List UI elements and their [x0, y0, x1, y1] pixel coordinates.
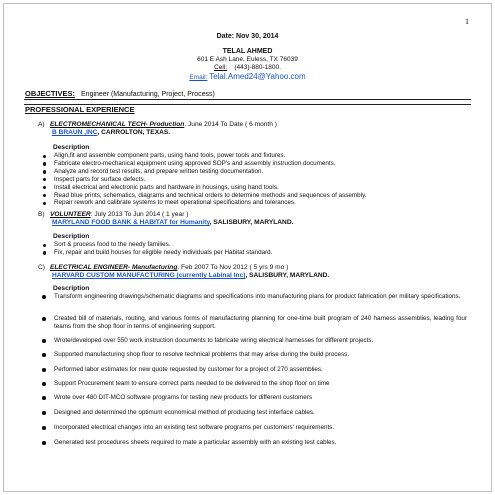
list-item: Transform engineering drawings/schematic diagrams and specifications into manufacturing plans for product fabrication per military specifications.: [40, 293, 467, 301]
bullet-icon: [42, 339, 46, 343]
job-title: VOLUNTEER: [50, 211, 91, 218]
job-b-duties: [40, 241, 272, 257]
job-c-description-heading: Description: [53, 285, 90, 292]
applicant-email: [0, 72, 495, 81]
list-item: Generated test procedures sheets required to mate a particular assembly with an existing test cables.: [40, 439, 467, 447]
job-a-title-line: [38, 121, 277, 128]
list-item: Install electrical and electronic parts and hardware in housings, using hand tools.: [40, 184, 366, 192]
email-label: Email:: [189, 74, 208, 81]
company-location: , SALISBURY, MARYLAND.: [209, 219, 294, 226]
bullet-icon: [43, 186, 46, 189]
bullet-icon: [42, 295, 46, 299]
phone-value: (443)-880-1800.: [234, 64, 281, 71]
bullet-icon: [43, 202, 46, 205]
page-number: 1: [465, 17, 469, 26]
phone-label: Cell:: [214, 64, 228, 71]
list-item: Incorporated electrical changes into an existing test software programs per customers' requirements.: [40, 424, 467, 432]
list-item: Wrote over 480 DIT-MCO software programs for testing new products for different customers: [40, 394, 467, 402]
objectives-section: [25, 89, 215, 98]
bullet-icon: [43, 178, 46, 181]
job-letter: C): [38, 264, 45, 271]
objectives-heading: OBJECTIVES:: [25, 89, 76, 98]
list-item: Designed and determined the optimum economical method of producing test interface cables.: [40, 409, 467, 417]
company-name: B BRAUN ,INC: [52, 129, 98, 136]
applicant-name: TELAL AHMED: [222, 48, 273, 55]
job-dates: . June 2014 To Date ( 6 month ): [184, 121, 277, 128]
bullet-icon: [43, 244, 46, 247]
job-a-employer: [52, 129, 170, 136]
job-a-description-heading: Description: [53, 144, 90, 151]
objectives-text: Engineer (Manufacturing, Project, Process): [81, 91, 215, 98]
job-c-title-line: [38, 264, 288, 271]
job-b-employer: [52, 219, 293, 226]
job-b-title-line: [38, 211, 188, 218]
bullet-icon: [43, 194, 46, 197]
professional-experience-heading: PROFESSIONAL EXPERIENCE: [25, 105, 135, 114]
list-item: Supported manufacturing shop floor to resolve technical problems that may arise during the build process.: [40, 351, 467, 359]
job-letter: B): [38, 211, 45, 218]
bullet-icon: [42, 411, 46, 415]
list-item: Analyze and record test results, and prepare written testing documentation.: [40, 168, 366, 176]
list-item: Performed labor estimates for new quote requested by customer for a project of 270 assemblies.: [40, 366, 467, 374]
resume-date: Date: Nov 30, 2014: [216, 33, 279, 40]
company-location: , SALISBURY, MARYLAND.: [245, 272, 330, 279]
list-item: Align,fit and assemble component parts, using hand tools, power tools and fixtures.: [40, 152, 366, 160]
section-divider: [24, 99, 471, 100]
job-c-employer: [52, 272, 329, 279]
list-item: Inspect parts for surface defects.: [40, 176, 366, 184]
bullet-icon: [42, 368, 46, 372]
list-item: Fabricate electro-mechanical equipment using approved SOP's and assembly instruction documents.: [40, 160, 366, 168]
job-title: ELECTROMECHANICAL TECH- Production: [50, 121, 185, 128]
job-title: ELECTRICAL ENGINEER- Manufacturing: [50, 264, 178, 271]
company-name: HARVARD CUSTOM MANUFACTURING (currently Labinal Inc): [52, 272, 246, 279]
bullet-icon: [42, 353, 46, 357]
bullet-icon: [43, 251, 46, 254]
job-dates: . Feb 2007 To Nov 2012 ( 5 yrs 9 mo ): [177, 264, 289, 271]
bullet-icon: [42, 382, 46, 386]
list-item: Sort & process food to the needy families.: [40, 241, 272, 249]
list-item: Wrote/developed over 550 work instruction documents to fabricate wiring electrical harnesses for different projects.: [40, 337, 467, 345]
list-item: Created bill of materials, routing, and various forms of manufacturing planning for one-time built program of 240 harness assemblies, leading four teams from the shop floor in terms of engineering support.: [40, 315, 467, 330]
list-item: Read blue prints, schematics, diagrams and technical orders to determine methods and sequences of assembly.: [40, 192, 366, 200]
bullet-icon: [42, 426, 46, 430]
bullet-icon: [43, 155, 46, 158]
bullet-icon: [42, 317, 46, 321]
company-location: , CARROLTON, TEXAS.: [97, 129, 171, 136]
bullet-icon: [43, 162, 46, 165]
list-item: Fix, repair and build houses for eligible needy individuals per Habitat standard.: [40, 249, 272, 257]
bullet-icon: [42, 441, 46, 445]
job-b-description-heading: Description: [53, 233, 90, 240]
company-name: MARYLAND FOOD BANK & HABITAT for Humanity: [52, 219, 210, 226]
bullet-icon: [43, 170, 46, 173]
job-dates: : July 2013 To Jun 2014 ( 1 year ): [90, 211, 189, 218]
list-item: Support Procurement team to ensure correct parts needed to be delivered to the shop floor on time: [40, 380, 467, 388]
list-item: Repair rework and calibrate systems to meet operational specifications and tolerances.: [40, 199, 366, 207]
applicant-address: 601 E Ash Lane, Euless, TX 76039: [197, 56, 298, 63]
job-a-duties: [40, 152, 366, 207]
email-link[interactable]: Telal.Amed24@Yahoo.com: [209, 72, 306, 81]
applicant-phone: [0, 64, 495, 71]
job-letter: A): [38, 121, 45, 128]
bullet-icon: [42, 396, 46, 400]
